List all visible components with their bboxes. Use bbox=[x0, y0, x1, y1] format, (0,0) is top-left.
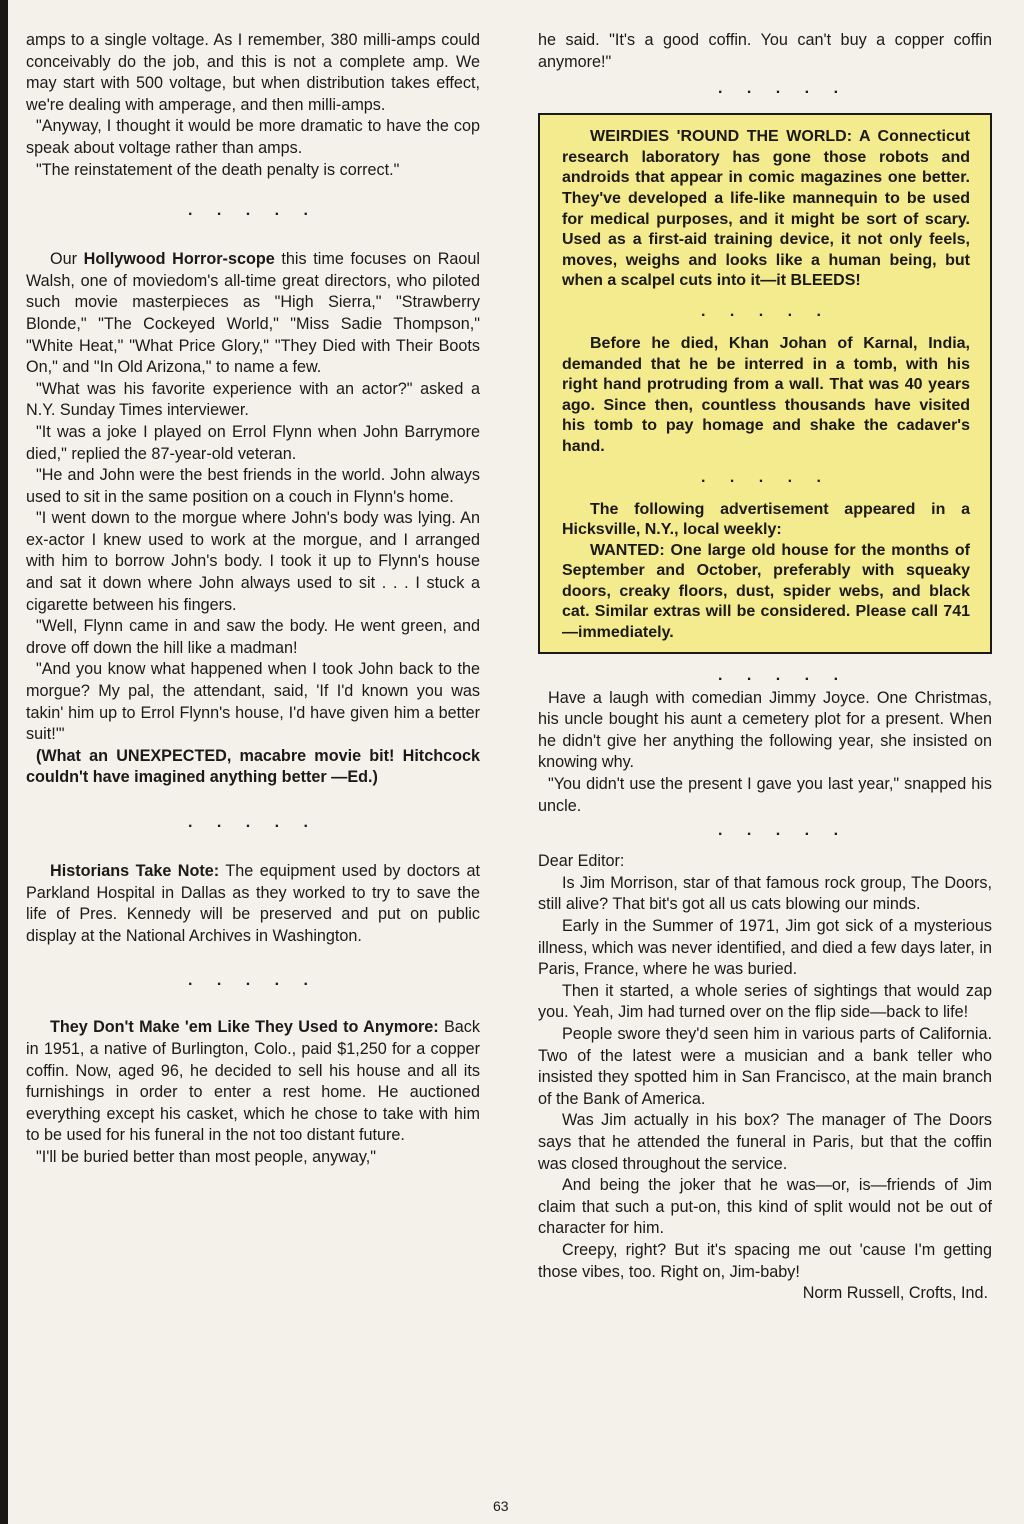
section-separator: . . . . . bbox=[700, 302, 831, 320]
horror-scope-title: Hollywood Horror-scope bbox=[83, 250, 275, 269]
section-separator: . . . . . bbox=[187, 814, 318, 831]
historians-title: Historians Take Note: bbox=[50, 862, 220, 880]
horror-scope-intro-pre: Our bbox=[50, 250, 84, 269]
ad-intro: The following advertisement appeared in a Hicksville, N.Y., local weekly: bbox=[562, 500, 970, 539]
letter-signature: Norm Russell, Crofts, Ind. bbox=[802, 1284, 988, 1303]
horror-scope-paragraph: "What was his favorite experience with an actor?" asked a N.Y. Sunday Times interviewer. bbox=[26, 379, 480, 420]
page-edge-shadow bbox=[0, 0, 8, 1524]
horror-scope-paragraph: "It was a joke I played on Errol Flynn when John Barrymore died," replied the 87-year-old veteran. bbox=[26, 422, 480, 463]
coffin-paragraph bbox=[26, 1017, 480, 1147]
horror-scope-intro bbox=[26, 249, 480, 379]
letter-paragraph: Was Jim actually in his box? The manager of The Doors says that he attended the funeral in Paris, but that the coffin was closed throughout the service. bbox=[538, 1111, 992, 1173]
letter-paragraph: Early in the Summer of 1971, Jim got sick of a mysterious illness, which was never identified, and died a few days later, in Paris, France, where he was buried. bbox=[538, 917, 992, 979]
coffin-continuation: he said. "It's a good coffin. You can't buy a copper coffin anymore!" bbox=[538, 31, 992, 71]
section-separator: . . . . . bbox=[718, 80, 849, 98]
historians-paragraph bbox=[26, 861, 480, 947]
ad-text: One large old house for the months of September and October, preferably with squeaky doors, creaky floors, dust, spider webs, and black cat. Similar extras will be considered. Please call 741—immediately. bbox=[562, 541, 970, 642]
letter-paragraph: Is Jim Morrison, star of that famous rock group, The Doors, still alive? That bit's got all us cats blowing our minds. bbox=[538, 873, 992, 914]
weirdies-bleeds: BLEEDS! bbox=[790, 272, 861, 290]
coffin-text: Back in 1951, a native of Burlington, Colo., paid $1,250 for a copper coffin. Now, aged 96, he decided to sell his house and all its furnishings in order to enter a rest home. He auctioned everything except his casket, which he chose to take with him to be used for his funeral in the not too distant future. bbox=[26, 1018, 480, 1145]
editor-note: (What an UNEXPECTED, macabre movie bit! Hitchcock couldn't have imagined anything better —Ed.) bbox=[26, 746, 480, 787]
historians-text: The equipment used by doctors at Parkland Hospital in Dallas as they worked to try to save the life of Pres. Kennedy will be preserved and put on public display at the National Archives in Washington. bbox=[26, 862, 480, 945]
coffin-quote: "I'll be buried better than most people, anyway," bbox=[36, 1147, 377, 1166]
joyce-paragraph: Have a laugh with comedian Jimmy Joyce. One Christmas, his uncle bought his aunt a cemetery plot for a present. When he didn't give her anything the following year, she insisted on knowing why. bbox=[538, 688, 992, 772]
weirdies-box bbox=[538, 113, 992, 653]
coffin-title: They Don't Make 'em Like They Used to Anymore: bbox=[50, 1018, 439, 1037]
voltage-paragraph-3: "The reinstatement of the death penalty is correct." bbox=[36, 160, 400, 179]
letter-paragraph: People swore they'd seen him in various parts of California. Two of the latest were a musician and a bank teller who insisted they spotted him in San Francisco, at the main branch of the Bank of America. bbox=[538, 1024, 992, 1108]
voltage-paragraph-2: "Anyway, I thought it would be more dramatic to have the cop speak about voltage rather than amps. bbox=[26, 117, 480, 157]
letter-paragraph: Then it started, a whole series of sightings that would zap you. Yeah, Jim had turned over on the flip side—back to life! bbox=[538, 981, 992, 1022]
section-separator: . . . . . bbox=[700, 468, 831, 486]
voltage-paragraph-1: amps to a single voltage. As I remember, 380 milli-amps could conceivably do the job, and this is not a complete amp. We may start with 500 voltage, but when distribution takes effect, we're dealing with amperage, and then milli-amps. bbox=[26, 31, 480, 114]
letter-salutation: Dear Editor: bbox=[538, 852, 625, 871]
section-separator: . . . . . bbox=[718, 666, 849, 684]
weirdies-paragraph bbox=[562, 127, 970, 292]
section-separator: . . . . . bbox=[187, 972, 318, 990]
letter-paragraph: Creepy, right? But it's spacing me out 'cause I'm getting those vibes, too. Right on, Jim-baby! bbox=[538, 1240, 992, 1281]
khan-paragraph: Before he died, Khan Johan of Karnal, India, demanded that he be interred in a tomb, with his right hand protruding from a wall. That was 40 years ago. Since then, countless thousands have visited his tomb to pay homage and shake the cadaver's hand. bbox=[562, 334, 970, 455]
horror-scope-paragraph: "Well, Flynn came in and saw the body. He went green, and drove off down the hill like a madman! bbox=[26, 617, 480, 657]
weirdies-text: A Connecticut research laboratory has gone those robots and androids that appear in comic magazines one better. They've developed a life-like mannequin to be used for medical purposes, and it might be sort of scary. Used as a first-aid training device, it not only feels, moves, weighs and looks like a human being, but when a scalpel cuts into it—it bbox=[562, 128, 970, 290]
horror-scope-paragraph: "I went down to the morgue where John's body was lying. An ex-actor I knew used to work at the morgue, and I arranged with him to borrow John's body. I took it up to Flynn's house and sat it down where John always used to sit . . . I stuck a cigarette between his fingers. bbox=[26, 509, 480, 614]
section-separator: . . . . . bbox=[718, 822, 849, 840]
section-separator: . . . . . bbox=[187, 202, 318, 220]
weirdies-title: WEIRDIES 'ROUND THE WORLD: bbox=[590, 128, 853, 146]
left-column bbox=[26, 30, 480, 1169]
joyce-paragraph: "You didn't use the present I gave you last year," snapped his uncle. bbox=[538, 775, 992, 815]
ad-title: WANTED: bbox=[590, 541, 665, 559]
horror-scope-paragraph: "And you know what happened when I took John back to the morgue? My pal, the attendant, said, 'If I'd known you was takin' him up to Errol Flynn's house, I'd have given him a better suit!'" bbox=[26, 660, 480, 744]
page-number: 63 bbox=[493, 1498, 509, 1514]
horror-scope-intro-post: this time focuses on Raoul Walsh, one of moviedom's all-time great directors, who piloted such movie masterpieces as "High Sierra," "Strawberry Blonde," "The Cockeyed World," "Miss Sadie Thompson," "White Heat," "What Price Glory," "They Died with Their Boots On," and "In Old Arizona," to name a few. bbox=[26, 250, 480, 377]
ad-paragraph bbox=[562, 541, 970, 644]
right-column bbox=[538, 30, 992, 1305]
letter-paragraph: And being the joker that he was—or, is—friends of Jim claim that such a put-on, this kind of split would not be out of character for him. bbox=[538, 1176, 992, 1238]
horror-scope-paragraph: "He and John were the best friends in the world. John always used to sit in the same position on a couch in Flynn's home. bbox=[26, 466, 480, 506]
